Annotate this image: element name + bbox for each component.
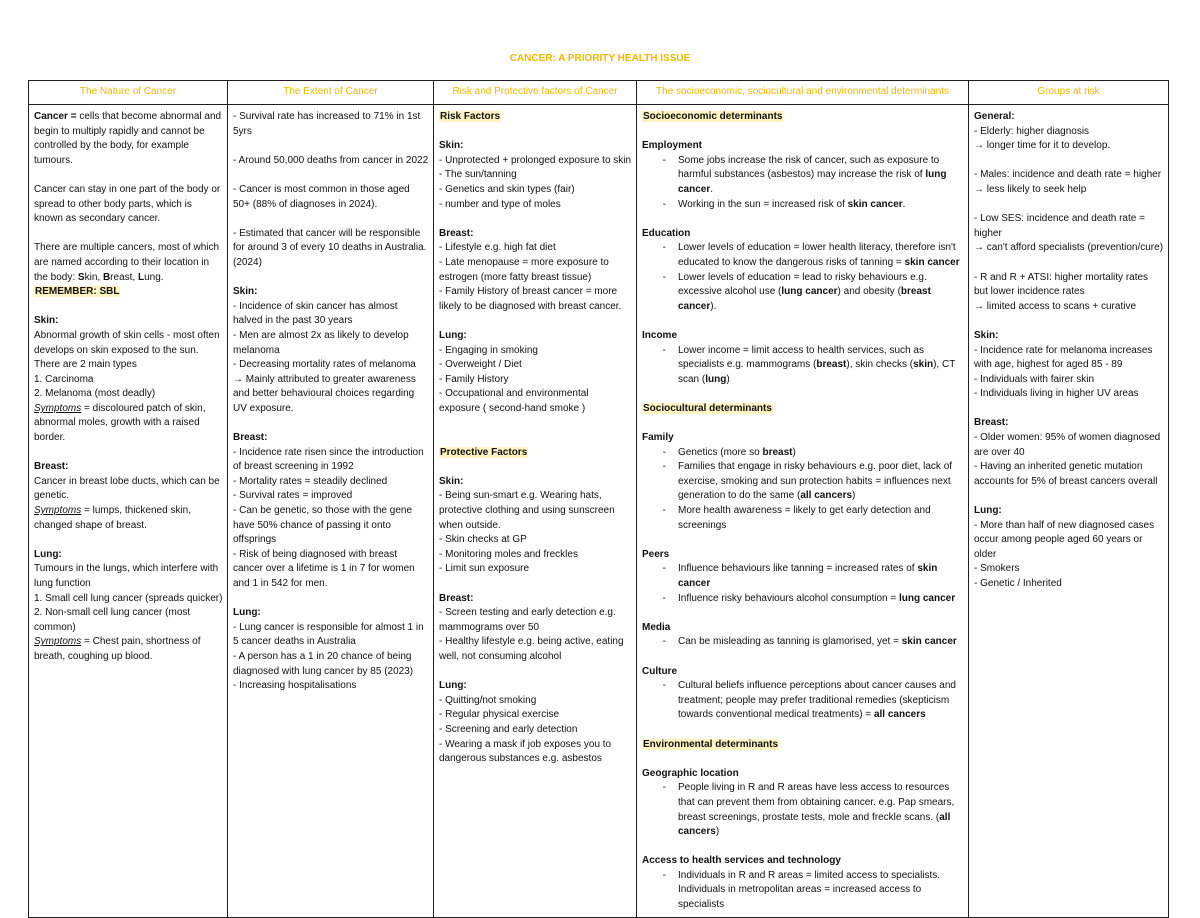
item-text: ) <box>715 826 720 838</box>
nature-skin-line: There are 2 main types <box>34 359 137 371</box>
list-item: - Low SES: incidence and death rate = higher <box>974 213 1145 239</box>
nature-lung-heading: Lung: <box>34 548 62 560</box>
list-item: - Incidence of skin cancer has almost halved in the past 30 years <box>233 300 398 327</box>
symptoms-text: = Chest pain, shortness of breath, coughing up blood. <box>34 636 201 662</box>
list-item: - Incidence rate for melanoma increases with age, highest for aged 85 - 89 <box>974 344 1153 371</box>
nature-cell <box>29 105 228 918</box>
item-bold: all cancers <box>873 709 926 721</box>
protective-lung-list <box>439 694 632 767</box>
def-term: Cancer = <box>34 111 80 122</box>
media-item: - Can be misleading as tanning is glamorised, yet = skin cancer <box>662 636 957 648</box>
nature-skin-line: 2. Melanoma (most deadly) <box>34 388 156 400</box>
multi-b: B <box>102 271 111 283</box>
list-item: - Survival rate has increased to 71% in 1st 5yrs <box>233 111 421 137</box>
protective-factors-heading: Protective Factors <box>440 446 528 458</box>
multi-text: There are multiple cancers, most of which are named according to their location in the body: <box>34 242 220 283</box>
item-text: Working in the sun = increased risk of <box>678 198 848 210</box>
family-item: - Genetics (more so breast) <box>662 446 796 458</box>
protective-breast-list <box>439 606 632 664</box>
risk-breast-heading: Breast: <box>439 227 474 239</box>
extent-breast-list <box>233 446 429 592</box>
education-item: - Lower levels of education = lower health literacy, therefore isn't educated to know the dangerous risks of tanning = skin cancer <box>662 242 960 268</box>
protective-lung-heading: Lung: <box>439 680 467 692</box>
risk-skin-heading: Skin: <box>439 140 464 152</box>
risk-factors-heading: Risk Factors <box>440 111 501 122</box>
item-text: People living in R and R areas have less access to resources that can prevent them from obtaining cancer. e.g. Pap smears, breast screenings, prostate tests, mole and freckle scans. ( <box>678 782 955 823</box>
item-text: Lower levels of education = lower health literacy, therefore isn't educated to know the dangerous risks of tanning = <box>678 242 956 268</box>
item-text: ), CT scan ( <box>678 359 956 385</box>
list-item: - Lung cancer is responsible for almost 1 in 5 cancer deaths in Australia <box>233 621 424 648</box>
list-item: - Family History of breast cancer = more likely to be diagnosed with breast cancer. <box>439 286 622 312</box>
list-item: - Individuals with fairer skin <box>974 373 1095 385</box>
multi-l: L <box>137 271 145 283</box>
groups-breast-list <box>974 431 1164 489</box>
list-item: → less likely to seek help <box>974 183 1087 195</box>
list-item: - Screen testing and early detection e.g. mammograms over 50 <box>439 607 616 633</box>
groups-cell <box>969 105 1169 918</box>
item-text: Cultural beliefs influence perceptions about cancer causes and treatment; people may prefer traditional remedies (skepticism towards conventional medical treatments) = <box>678 680 956 721</box>
groups-breast-heading: Breast: <box>974 417 1009 429</box>
nature-skin-line: 1. Carcinoma <box>34 373 94 385</box>
item-text: ) <box>792 446 796 458</box>
extent-general-1 <box>233 110 429 139</box>
item-text: Families that engage in risky behaviours e.g. poor diet, lack of exercise, smoking and sun protection habits = influences next generation to do the same ( <box>678 461 953 502</box>
protective-skin-list <box>439 489 632 577</box>
list-item: - Genetic / Inherited <box>974 578 1062 589</box>
item-text: ) <box>852 490 856 502</box>
risk-breast-list <box>439 241 632 314</box>
education-item: - Lower levels of education = lead to risky behaviours e.g. excessive alcohol use (lung cancer) and obesity (breast cancer). <box>662 271 931 312</box>
item-text: . <box>710 183 714 195</box>
multi-reast: reast, <box>110 271 138 283</box>
def-text: cells that become abnormal and begin to multiply rapidly and cannot be controlled by the body, for example tumours. <box>34 111 222 166</box>
income-item: - Lower income = limit access to health services, such as specialists e.g. mammograms (breast), skin checks (skin), CT scan (lung) <box>662 344 956 385</box>
list-item: - Family History <box>439 373 509 385</box>
item-text: Can be misleading as tanning is glamorised, yet = <box>678 636 902 648</box>
environmental-heading: Environmental determinants <box>643 738 779 750</box>
protective-skin-heading: Skin: <box>439 475 464 487</box>
nature-breast-line: Cancer in breast lobe ducts, which can be genetic. <box>34 475 220 502</box>
list-item: - Unprotected + prolonged exposure to skin <box>439 154 632 166</box>
spread-text: Cancer can stay in one part of the body or spread to other body parts, which is known as secondary cancer. <box>34 183 221 225</box>
list-item: - Lifestyle e.g. high fat diet <box>439 242 556 254</box>
nature-skin-heading: Skin: <box>34 315 59 327</box>
list-item: - Males: incidence and death rate = higher <box>974 169 1162 181</box>
item-text: Influence behaviours like tanning = increased rates of <box>678 563 918 575</box>
multi-ung: ung. <box>144 271 164 283</box>
list-item: - Having an inherited genetic mutation accounts for 5% of breast cancers overall <box>974 461 1158 487</box>
nature-lung-line: 1. Small cell lung cancer (spreads quicker) <box>34 592 223 604</box>
remember-sbl: REMEMBER: SBL <box>35 286 120 298</box>
list-item: - Mortality rates = steadily declined <box>233 475 388 487</box>
symptoms-text: = discoloured patch of skin, abnormal moles, growth with a raised border. <box>34 402 206 444</box>
list-item: - Estimated that cancer will be responsible for around 3 of every 10 deaths in Australia. (2024) <box>233 227 427 268</box>
family-heading: Family <box>642 432 674 444</box>
groups-lung-heading: Lung: <box>974 505 1002 517</box>
col-header-nature: The Nature of Cancer <box>29 81 228 105</box>
employment-item: - Working in the sun = increased risk of skin cancer. <box>662 198 906 210</box>
item-text: ). <box>710 300 717 312</box>
extent-skin-list <box>233 300 429 417</box>
nature-lung-symptoms <box>34 635 223 664</box>
list-item: - Older women: 95% of women diagnosed are over 40 <box>974 432 1161 458</box>
extent-cell <box>228 105 434 918</box>
item-text: Lower income = limit access to health services, such as specialists e.g. mammograms ( <box>678 344 924 371</box>
nature-skin-line: Abnormal growth of skin cells - most often develops on skin exposed to the sun. <box>34 329 220 356</box>
list-item: - R and R + ATSI: higher mortality rates but lower incidence rates <box>974 271 1149 298</box>
list-item: - Engaging in smoking <box>439 344 538 356</box>
item-text: ) <box>726 373 730 385</box>
symptoms-label: Symptoms <box>34 402 82 414</box>
item-bold: lung cancer <box>898 592 956 604</box>
list-item: - Incidence rate risen since the introduction of breast screening in 1992 <box>233 446 424 473</box>
groups-skin-heading: Skin: <box>974 329 999 341</box>
groups-general-2 <box>974 168 1164 197</box>
list-item: - Elderly: higher diagnosis <box>974 125 1090 137</box>
symptoms-text: = lumps, thickened skin, changed shape of breast. <box>34 505 192 531</box>
family-item: - Families that engage in risky behaviours e.g. poor diet, lack of exercise, smoking and sun protection habits = influences next generation to do the same (all cancers) <box>662 461 953 502</box>
item-bold: all cancers <box>678 811 951 838</box>
nature-lung-line: 2. Non-small cell lung cancer (most common) <box>34 607 191 633</box>
groups-general-heading: General: <box>974 111 1015 122</box>
list-item: - Late menopause = more exposure to estrogen (more fatty breast tissue) <box>439 256 609 283</box>
cancer-definition <box>34 110 223 168</box>
peers-item: - Influence behaviours like tanning = increased rates of skin cancer <box>662 563 938 589</box>
list-item: - Risk of being diagnosed with breast cancer over a lifetime is 1 in 7 for women and 1 in 542 for men. <box>233 548 415 589</box>
extent-lung-heading: Lung: <box>233 607 261 619</box>
list-item: - Occupational and environmental exposure ( second-hand smoke ) <box>439 388 589 414</box>
item-text: Genetics (more so <box>678 446 763 458</box>
item-text: . <box>902 198 906 210</box>
item-bold: skin cancer <box>904 256 960 268</box>
item-text: Individuals in R and R areas = limited access to specialists. Individuals in metropolitan areas = increased access to specialists <box>678 869 941 911</box>
education-heading: Education <box>642 227 691 239</box>
risk-cell <box>434 105 637 918</box>
list-item: - Around 50,000 deaths from cancer in 2022 <box>233 154 429 166</box>
item-bold: lung cancer <box>678 169 947 195</box>
list-item: - Skin checks at GP <box>439 534 527 546</box>
groups-general-4 <box>974 271 1164 315</box>
item-bold: lung cancer <box>781 286 838 298</box>
header-row <box>29 81 1169 105</box>
groups-lung-list <box>974 519 1164 592</box>
list-item: - Cancer is most common in those aged 50+ (88% of diagnoses in 2024). <box>233 183 410 210</box>
sociocultural-heading: Sociocultural determinants <box>643 402 772 414</box>
multi-kin: kin, <box>84 271 103 283</box>
list-item: - Survival rates = improved <box>233 490 353 502</box>
extent-general-2 <box>233 154 429 169</box>
peers-item: - Influence risky behaviours alcohol consumption = lung cancer <box>662 592 956 604</box>
risk-skin-list <box>439 154 632 212</box>
col-header-risk: Risk and Protective factors of Cancer <box>434 81 637 105</box>
list-item: → limited access to scans + curative <box>974 300 1137 312</box>
col-header-extent: The Extent of Cancer <box>228 81 434 105</box>
risk-lung-list <box>439 344 632 417</box>
access-item: - Individuals in R and R areas = limited access to specialists. Individuals in metropolitan areas = increased access to specialists <box>642 869 964 913</box>
multiple-cancers-text <box>34 241 223 299</box>
item-text: ), skin checks ( <box>846 359 914 371</box>
list-item: - Overweight / Diet <box>439 359 522 371</box>
socioeconomic-heading: Socioeconomic determinants <box>643 111 783 122</box>
list-item: - Individuals living in higher UV areas <box>974 388 1139 400</box>
extent-lung-list <box>233 621 429 694</box>
item-text: Influence risky behaviours alcohol consumption = <box>678 592 899 604</box>
item-bold: all cancers <box>800 490 853 502</box>
extent-general-4 <box>233 227 429 271</box>
list-item: - Increasing hospitalisations <box>233 680 357 692</box>
culture-heading: Culture <box>642 665 677 677</box>
income-heading: Income <box>642 329 678 341</box>
item-bold: lung <box>705 373 727 385</box>
extent-breast-heading: Breast: <box>233 432 268 444</box>
cancer-table <box>28 80 1169 918</box>
item-text: ) and obesity ( <box>837 286 901 298</box>
symptoms-label: Symptoms <box>34 636 82 648</box>
content-row <box>29 105 1169 918</box>
list-item: - Limit sun exposure <box>439 563 530 575</box>
list-item: - Wearing a mask if job exposes you to dangerous substances e.g. asbestos <box>439 738 612 765</box>
groups-general-1 <box>974 125 1164 154</box>
item-bold: breast <box>816 359 847 371</box>
determinants-cell <box>637 105 969 918</box>
family-item: - More health awareness = likely to get early detection and screenings <box>642 504 964 533</box>
employment-heading: Employment <box>642 140 703 152</box>
list-item: → can't afford specialists (prevention/cure) <box>974 242 1164 254</box>
item-bold: skin <box>913 359 934 371</box>
item-bold: skin cancer <box>678 563 938 589</box>
list-item: → longer time for it to develop. <box>974 140 1111 152</box>
list-item: - Healthy lifestyle e.g. being active, eating well, not consuming alcohol <box>439 636 624 662</box>
list-item: - Men are almost 2x as likely to develop melanoma <box>233 329 409 356</box>
col-header-determinants: The socioeconomic, sociocultural and environmental determinants <box>637 81 969 105</box>
access-heading: Access to health services and technology <box>642 855 841 867</box>
list-item: → Mainly attributed to greater awareness and better behavioural choices regarding UV exposure. <box>233 373 416 414</box>
nature-skin-symptoms <box>34 402 223 446</box>
list-item: - Being sun-smart e.g. Wearing hats, protective clothing and using sunscreen when outside. <box>439 490 615 531</box>
list-item: - Genetics and skin types (fair) <box>439 183 575 195</box>
media-heading: Media <box>642 621 671 633</box>
list-item: - Screening and early detection <box>439 723 578 735</box>
item-text: Lower levels of education = lead to risky behaviours e.g. excessive alcohol use ( <box>678 271 927 298</box>
geographic-heading: Geographic location <box>642 767 739 779</box>
list-item: - More than half of new diagnosed cases occur among people aged 60 years or older <box>974 519 1155 560</box>
extent-skin-heading: Skin: <box>233 286 258 298</box>
risk-lung-heading: Lung: <box>439 329 467 341</box>
item-text: More health awareness = likely to get early detection and screenings <box>678 505 931 531</box>
nature-breast-symptoms <box>34 504 223 533</box>
groups-general-3 <box>974 212 1164 256</box>
symptoms-label: Symptoms <box>34 505 82 517</box>
list-item: - Regular physical exercise <box>439 709 560 721</box>
list-item: - Quitting/not smoking <box>439 694 537 706</box>
nature-breast-heading: Breast: <box>34 461 69 473</box>
peers-heading: Peers <box>642 548 670 560</box>
list-item: - The sun/tanning <box>439 169 517 181</box>
list-item: - number and type of moles <box>439 198 561 210</box>
page-title: CANCER: A PRIORITY HEALTH ISSUE <box>509 53 691 64</box>
nature-lung-line: Tumours in the lungs, which interfere with lung function <box>34 563 219 589</box>
extent-general-3 <box>233 183 429 212</box>
item-text: Some jobs increase the risk of cancer, such as exposure to harmful substances (asbestos) may increase the risk of <box>678 154 940 181</box>
groups-skin-list <box>974 344 1164 402</box>
item-bold: skin cancer <box>847 198 903 210</box>
item-bold: skin cancer <box>901 636 957 648</box>
list-item: - Can be genetic, so those with the gene have 50% chance of passing it onto offsprings <box>233 505 413 546</box>
list-item: - Monitoring moles and freckles <box>439 548 578 560</box>
col-header-groups: Groups at risk <box>969 81 1169 105</box>
list-item: - Decreasing mortality rates of melanoma <box>233 359 416 371</box>
list-item: - Smokers <box>974 563 1020 575</box>
protective-breast-heading: Breast: <box>439 592 474 604</box>
list-item: - A person has a 1 in 20 chance of being diagnosed with lung cancer by 85 (2023) <box>233 650 414 677</box>
culture-item: - Cultural beliefs influence perceptions about cancer causes and treatment; people may prefer traditional remedies (skepticism towards conventional medical treatments) = all cancers <box>662 680 956 721</box>
item-bold: breast cancer <box>678 286 931 312</box>
multi-s: S <box>77 271 85 283</box>
geographic-item: - People living in R and R areas have less access to resources that can prevent them from obtaining cancer. e.g. Pap smears, breast screenings, prostate tests, mole and freckle scans. (all cancers) <box>662 782 955 838</box>
employment-item: - Some jobs increase the risk of cancer, such as exposure to harmful substances (asbestos) may increase the risk of lung cancer. <box>662 154 947 195</box>
item-bold: breast <box>762 446 793 458</box>
